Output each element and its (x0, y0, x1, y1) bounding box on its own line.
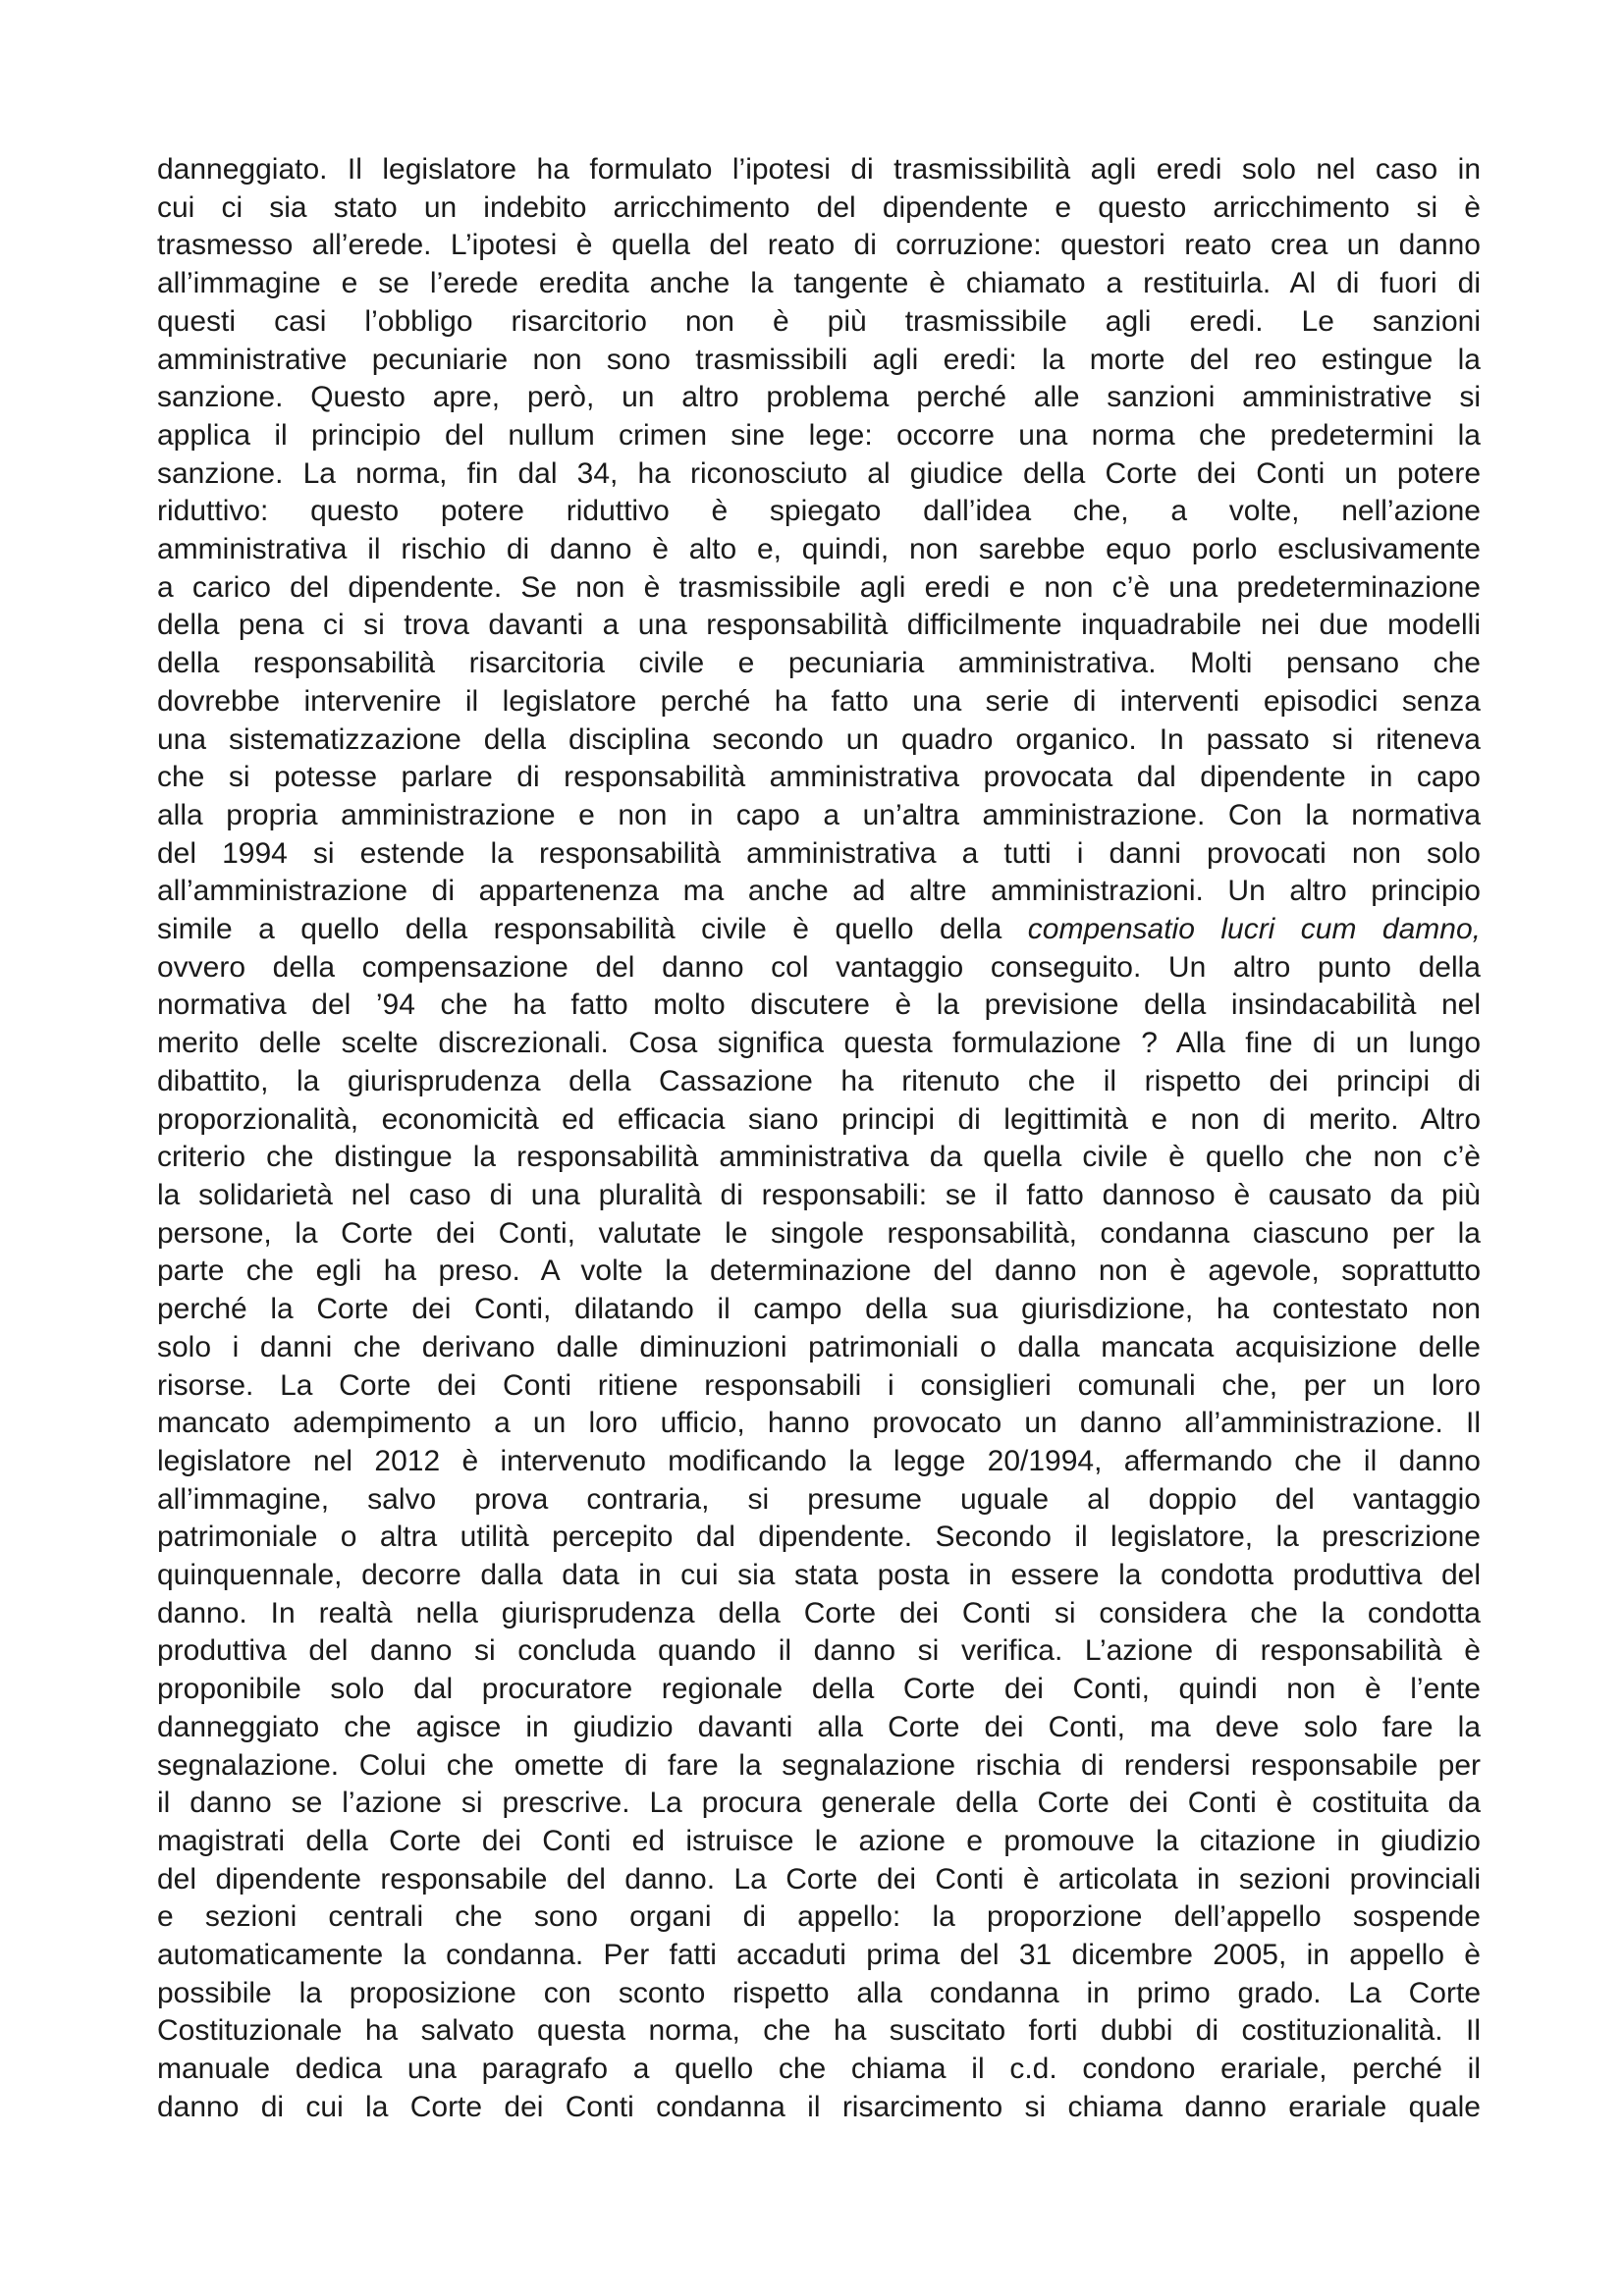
body-text (157, 151, 1481, 2127)
text-line: alla propria amministrazione e non in capo a un’altra amministrazione. Con la normativa (157, 798, 1481, 831)
text-line: perché la Corte dei Conti, dilatando il campo della sua giurisdizione, ha contestato non (157, 1293, 1481, 1326)
text-line: all’amministrazione di appartenenza ma anche ad altre amministrazioni. Un altro principio (157, 875, 1481, 908)
text-line: ovvero della compensazione del danno col vantaggio conseguito. Un altro punto della (157, 950, 1481, 984)
text-line: a carico del dipendente. Se non è trasmissibile agli eredi e non c’è una predeterminazione (157, 570, 1481, 604)
text-line: merito delle scelte discrezionali. Cosa significa questa formulazione ? Alla fine di un lungo (157, 1027, 1481, 1060)
text-line: possibile la proposizione con sconto rispetto alla condanna in primo grado. La Corte (157, 1976, 1481, 2009)
text-line-prefix: simile a quello della responsabilità civile è quello della (157, 913, 1028, 946)
text-line: riduttivo: questo potere riduttivo è spiegato dall’idea che, a volte, nell’azione (157, 495, 1481, 528)
text-line: dibattito, la giurisprudenza della Cassazione ha ritenuto che il rispetto dei principi di (157, 1064, 1481, 1097)
text-line: cui ci sia stato un indebito arricchimento del dipendente e questo arricchimento si è (157, 190, 1481, 224)
text-line: produttiva del danno si concluda quando il danno si verifica. L’azione di responsabilità è (157, 1634, 1481, 1668)
text-line: all’immagine, salvo prova contraria, si presume uguale al doppio del vantaggio (157, 1482, 1481, 1516)
text-line: dovrebbe intervenire il legislatore perché ha fatto una serie di interventi episodici senza (157, 684, 1481, 718)
text-line: solo i danni che derivano dalle diminuzioni patrimoniali o dalla mancata acquisizione delle (157, 1330, 1481, 1363)
text-line: automaticamente la condanna. Per fatti accaduti prima del 31 dicembre 2005, in appello è (157, 1939, 1481, 1972)
text-line: il danno se l’azione si prescrive. La procura generale della Corte dei Conti è costituita da (157, 1787, 1481, 1820)
text-line: all’immagine e se l’erede eredita anche la tangente è chiamato a restituirla. Al di fuori di (157, 267, 1481, 300)
text-line: danneggiato. Il legislatore ha formulato l’ipotesi di trasmissibilità agli eredi solo nel caso in (157, 153, 1481, 186)
text-line: criterio che distingue la responsabilità amministrativa da quella civile è quello che non c’è (157, 1141, 1481, 1174)
text-line: la solidarietà nel caso di una pluralità di responsabili: se il fatto dannoso è causato da più (157, 1178, 1481, 1211)
text-line: manuale dedica una paragrafo a quello che chiama il c.d. condono erariale, perché il (157, 2053, 1481, 2086)
text-line: proponibile solo dal procuratore regionale della Corte dei Conti, quindi non è l’ente (157, 1673, 1481, 1706)
text-line: patrimoniale o altra utilità percepito dal dipendente. Secondo il legislatore, la prescrizione (157, 1521, 1481, 1554)
text-line: legislatore nel 2012 è intervenuto modificando la legge 20/1994, affermando che il danno (157, 1444, 1481, 1477)
text-line: persone, la Corte dei Conti, valutate le singole responsabilità, condanna ciascuno per la (157, 1216, 1481, 1250)
text-line: e sezioni centrali che sono organi di appello: la proporzione dell’appello sospende (157, 1900, 1481, 1934)
text-line: del 1994 si estende la responsabilità amministrativa a tutti i danni provocati non solo (157, 836, 1481, 870)
text-line: Costituzionale ha salvato questa norma, che ha suscitato forti dubbi di costituzionalità. Il (157, 2014, 1481, 2048)
text-line: questi casi l’obbligo risarcitorio non è più trasmissibile agli eredi. Le sanzioni (157, 304, 1481, 338)
text-line: quinquennale, decorre dalla data in cui sia stata posta in essere la condotta produttiva del (157, 1559, 1481, 1592)
text-line: della responsabilità risarcitoria civile e pecuniaria amministrativa. Molti pensano che (157, 647, 1481, 680)
text-line: normativa del ’94 che ha fatto molto discutere è la previsione della insindacabilità nel (157, 988, 1481, 1022)
text-line: amministrativa il rischio di danno è alto e, quindi, non sarebbe equo porlo esclusivamente (157, 533, 1481, 566)
text-line: che si potesse parlare di responsabilità amministrativa provocata dal dipendente in capo (157, 761, 1481, 794)
text-line: della pena ci si trova davanti a una responsabilità difficilmente inquadrabile nei due modelli (157, 609, 1481, 642)
text-line: sanzione. Questo apre, però, un altro problema perché alle sanzioni amministrative si (157, 381, 1481, 414)
text-line: danno. In realtà nella giurisprudenza della Corte dei Conti si considera che la condotta (157, 1596, 1481, 1629)
text-line: applica il principio del nullum crimen sine lege: occorre una norma che predetermini la (157, 418, 1481, 452)
text-line: mancato adempimento a un loro ufficio, hanno provocato un danno all’amministrazione. Il (157, 1407, 1481, 1440)
italic-latin-phrase: compensatio lucri cum damno, (1027, 913, 1481, 946)
text-line: amministrative pecuniarie non sono trasmissibili agli eredi: la morte del reo estingue la (157, 343, 1481, 376)
text-line: trasmesso all’erede. L’ipotesi è quella del reato di corruzione: questori reato crea un danno (157, 229, 1481, 262)
text-line: parte che egli ha preso. A volte la determinazione del danno non è agevole, soprattutto (157, 1255, 1481, 1288)
text-line: segnalazione. Colui che omette di fare la segnalazione rischia di rendersi responsabile per (157, 1748, 1481, 1782)
text-line-with-italic (157, 911, 1481, 949)
text-line: magistrati della Corte dei Conti ed istruisce le azione e promouve la citazione in giudizio (157, 1824, 1481, 1857)
text-line: proporzionalità, economicità ed efficacia siano principi di legittimità e non di merito. Altro (157, 1102, 1481, 1136)
text-line: danno di cui la Corte dei Conti condanna il risarcimento si chiama danno erariale quale (157, 2090, 1481, 2123)
text-line: sanzione. La norma, fin dal 34, ha riconosciuto al giudice della Corte dei Conti un potere (157, 456, 1481, 490)
text-line: danneggiato che agisce in giudizio davanti alla Corte dei Conti, ma deve solo fare la (157, 1710, 1481, 1743)
text-line: risorse. La Corte dei Conti ritiene responsabili i consiglieri comunali che, per un loro (157, 1368, 1481, 1402)
text-line: del dipendente responsabile del danno. La Corte dei Conti è articolata in sezioni provinciali (157, 1862, 1481, 1896)
text-line: una sistematizzazione della disciplina secondo un quadro organico. In passato si riteneva (157, 722, 1481, 756)
